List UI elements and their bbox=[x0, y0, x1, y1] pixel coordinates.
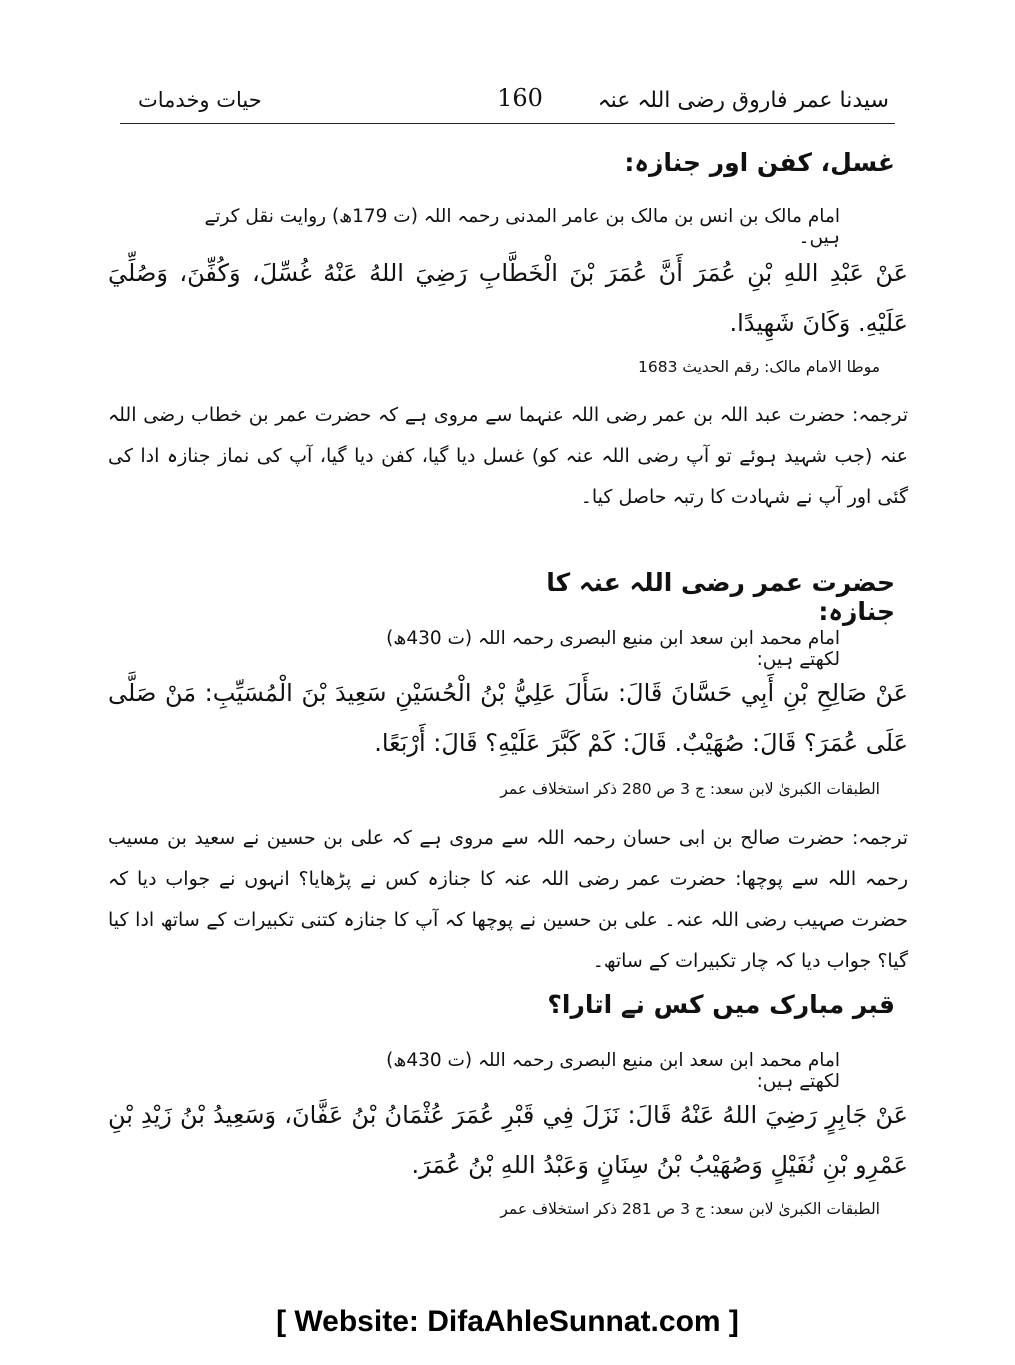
arabic-hadith: عَنْ عَبْدِ اللهِ بْنِ عُمَرَ أَنَّ عُمَرَ بْنَ الْخَطَّابِ رَضِيَ اللهُ عَنْهُ غُسِّلَ، وَكُفِّنَ، وَصُلِّيَ عَلَيْهِ. وَكَانَ شَهِيدًا. bbox=[108, 259, 908, 337]
hadith-reference: الطبقات الکبریٰ لابن سعد: ج 3 ص 281 ذکر استخلاف عمر bbox=[500, 1200, 880, 1218]
page-header bbox=[120, 80, 895, 124]
intro-line: امام محمد ابن سعد ابن منیع البصری رحمہ اللہ (ت 430ھ) لکھتے ہیں: bbox=[386, 1050, 840, 1092]
translation-paragraph: ترجمہ: حضرت صالح بن ابی حسان رحمہ اللہ سے مروی ہے کہ علی بن حسین نے سعید بن مسیب رحمہ اللہ سے پوچھا: حضرت عمر رضی اللہ عنہ کا جنازہ کس نے پڑھایا؟ انہوں نے جواب دیا کہ حضرت صہیب رضی اللہ عنہ۔ علی بن حسین نے پوچھا کہ آپ کا جنازہ کتنی تکبیرات کے ساتھ ادا کیا گیا؟ جواب دیا کہ چار تکبیرات کے ساتھ۔ bbox=[108, 827, 908, 972]
book-title: حیات وخدمات bbox=[138, 88, 262, 112]
intro-line: امام محمد ابن سعد ابن منیع البصری رحمہ اللہ (ت 430ھ) لکھتے ہیں: bbox=[386, 628, 840, 670]
arabic-hadith: عَنْ جَابِرٍ رَضِيَ اللهُ عَنْهُ قَالَ: نَزَلَ فِي قَبْرِ عُمَرَ عُثْمَانُ بْنُ عَفَّانَ، وَسَعِيدُ بْنُ زَيْدِ بْنِ عَمْرِو بْنِ نُفَيْلٍ وَصُهَيْبُ بْنُ سِنَانٍ وَعَبْدُ اللهِ بْنُ عُمَرَ. bbox=[108, 1101, 908, 1179]
arabic-hadith: عَنْ صَالِحِ بْنِ أَبِي حَسَّانَ قَالَ: سَأَلَ عَلِيُّ بْنُ الْحُسَيْنِ سَعِيدَ بْنَ الْمُسَيِّبِ: مَنْ صَلَّى عَلَى عُمَرَ؟ قَالَ: صُهَيْبٌ. قَالَ: كَمْ كَبَّرَ عَلَيْهِ؟ قَالَ: أَرْبَعًا. bbox=[108, 679, 908, 757]
section-heading: حضرت عمر رضی اللہ عنہ کا جنازہ: bbox=[546, 568, 895, 626]
section-heading: غسل، کفن اور جنازہ: bbox=[624, 148, 895, 177]
website-footer: [ Website: DifaAhleSunnat.com ] bbox=[276, 1305, 739, 1338]
section-heading: قبر مبارک میں کس نے اتارا؟ bbox=[547, 990, 895, 1019]
running-title: سیدنا عمر فاروق رضی اللہ عنہ bbox=[597, 88, 889, 113]
hadith-reference: الطبقات الکبریٰ لابن سعد: ج 3 ص 280 ذکر استخلاف عمر bbox=[500, 780, 880, 798]
hadith-reference: موطا الامام مالک: رقم الحدیث 1683 bbox=[638, 358, 880, 376]
intro-line: امام مالک بن انس بن مالک بن عامر المدنی رحمہ اللہ (ت 179ھ) روایت نقل کرتے ہیں۔ bbox=[204, 206, 840, 248]
translation-paragraph: ترجمہ: حضرت عبد اللہ بن عمر رضی اللہ عنہما سے مروی ہے کہ حضرت عمر بن خطاب رضی اللہ عنہ (جب شہید ہوئے تو آپ رضی اللہ عنہ کو) غسل دیا گیا، کفن دیا گیا، آپ کی نماز جنازہ ادا کی گئی اور آپ نے شہادت کا رتبہ حاصل کیا۔ bbox=[108, 404, 908, 508]
page-number: 160 bbox=[497, 84, 543, 112]
header-rule bbox=[120, 123, 895, 124]
